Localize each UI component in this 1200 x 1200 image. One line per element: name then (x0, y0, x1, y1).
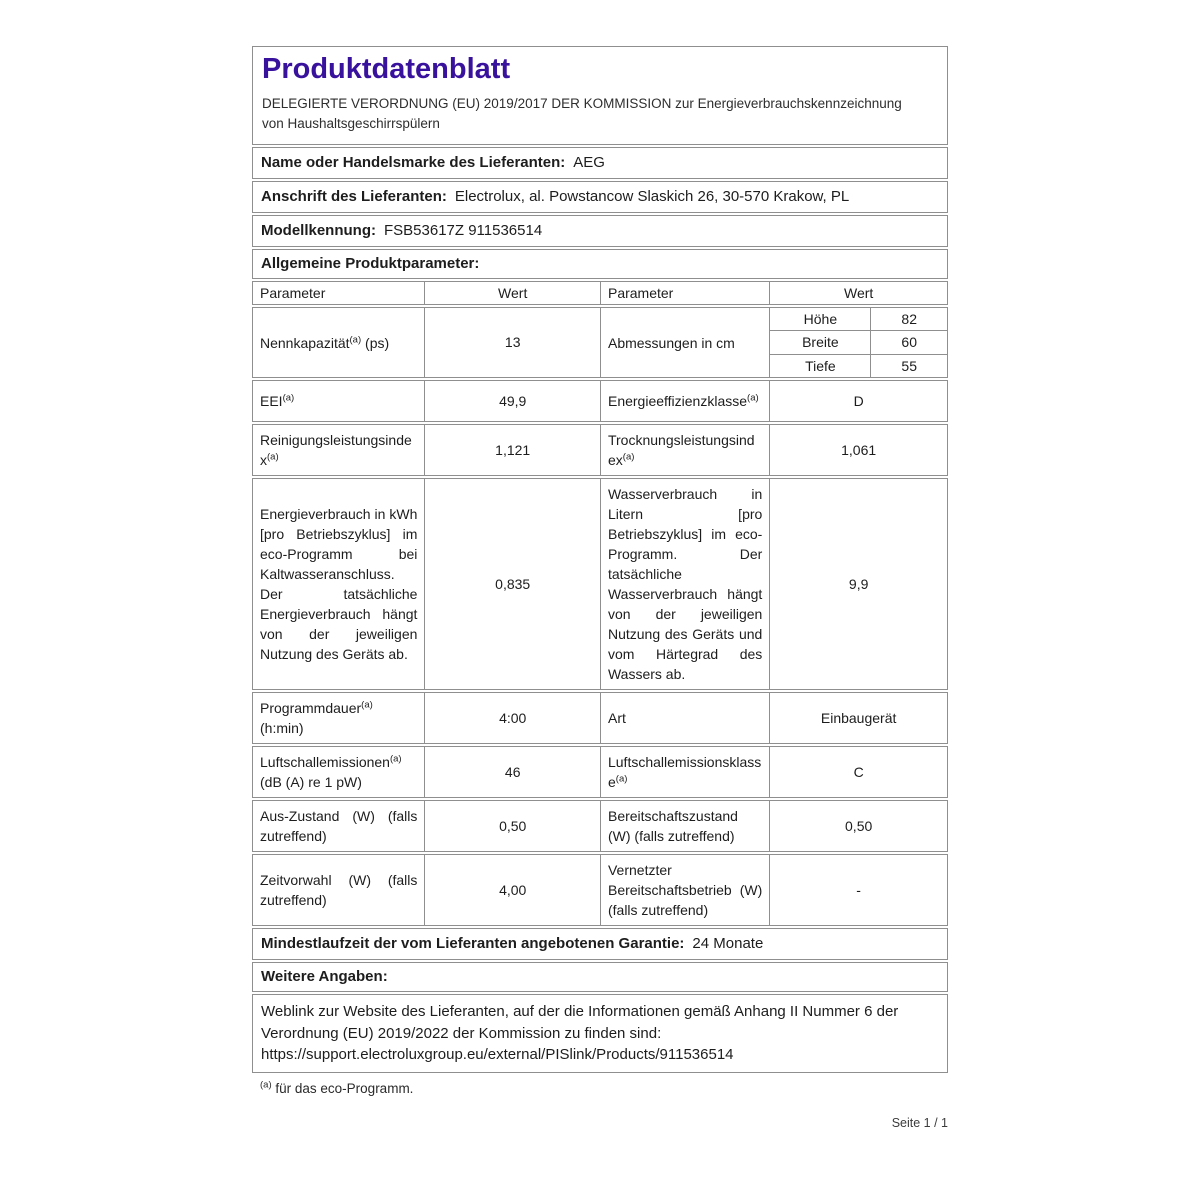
dimension-row-height: Höhe 82 (770, 308, 947, 330)
weblink-url[interactable]: https://support.electroluxgroup.eu/external/PISlink/Products/911536514 (261, 1046, 734, 1063)
noise-class-value-cell: C (769, 747, 947, 797)
param-row-delay-networked (252, 854, 948, 926)
noise-class-label-cell: Luftschallemissionsklasse$^{(a)}$ (600, 747, 769, 797)
more-info-header (252, 962, 948, 992)
page-number: Seite 1 / 1 (891, 1116, 948, 1130)
off-mode-value-cell: 0,50 (424, 801, 600, 851)
type-value-cell: Einbaugerät (769, 693, 947, 743)
energy-class-label-cell: Energieeffizienzklasse$^{(a)}$ (600, 381, 769, 421)
dimension-row-depth: Tiefe 55 (770, 354, 947, 377)
param-row-energy-water (252, 478, 948, 690)
table-header-row (252, 281, 948, 305)
param-row-capacity-dimensions (252, 307, 948, 378)
footnote-marker: (a) (260, 1079, 272, 1090)
model-id-row (252, 215, 948, 247)
model-id-label: Modellkennung: (261, 222, 376, 239)
water-consumption-value-cell: 9,9 (769, 479, 947, 689)
table-header-wert-2: Wert (769, 282, 947, 304)
table-header-parameter-1: Parameter (260, 285, 326, 301)
cleaning-index-label-cell: Reinigungsleistungsindex$^{(a)}$ (260, 432, 412, 468)
dimension-row-width: Breite 60 (770, 330, 947, 353)
delay-start-value-cell: 4,00 (424, 855, 600, 925)
cleaning-index-value-cell: 1,121 (424, 425, 600, 475)
off-mode-label-cell: Aus-Zustand (W) (falls zutreffend) (260, 808, 418, 844)
warranty-row (252, 928, 948, 960)
water-consumption-label-cell: Wasserverbrauch in Litern [pro Betriebszyklus] im eco-Programm. Der tatsächliche Wasserverbrauch hängt von der jeweiligen Nutzung des Geräts und vom Härtegrad des Wassers ab. (600, 479, 769, 689)
param-row-off-standby (252, 800, 948, 852)
noise-emission-label-cell: Luftschallemissionen$^{(a)}$ (dB (A) re 1 pW) (260, 753, 402, 790)
energy-consumption-label-cell: Energieverbrauch in kWh [pro Betriebszyklus] im eco-Programm bei Kaltwasseranschluss. Der tatsächliche Energieverbrauch hängt von der jeweiligen Nutzung des Geräts ab. (260, 506, 418, 662)
supplier-name-value: AEG (573, 154, 605, 171)
eei-value-cell: 49,9 (424, 381, 600, 421)
warranty-label: Mindestlaufzeit der vom Lieferanten angebotenen Garantie: (261, 935, 685, 952)
networked-standby-label-cell: Vernetzter Bereitschaftsbetrieb (W) (falls zutreffend) (600, 855, 769, 925)
dimensions-label-cell: Abmessungen in cm (600, 308, 769, 377)
regulation-subtitle: DELEGIERTE VERORDNUNG (EU) 2019/2017 DER KOMMISSION zur Energieverbrauchskennzeichnung von Haushaltsgeschirrspülern (262, 96, 902, 131)
networked-standby-value-cell: - (769, 855, 947, 925)
weblink-row (252, 994, 948, 1073)
param-row-cleaning-drying (252, 424, 948, 476)
model-id-value: FSB53617Z 911536514 (384, 222, 543, 239)
supplier-address-value: Electrolux, al. Powstancow Slaskich 26, 30-570 Krakow, PL (454, 188, 850, 205)
drying-index-value-cell: 1,061 (769, 425, 947, 475)
energy-class-value-cell: D (769, 381, 947, 421)
energy-consumption-value-cell: 0,835 (424, 479, 600, 689)
dimensions-value-table (769, 308, 947, 377)
capacity-value-cell: 13 (424, 308, 600, 377)
supplier-address-row (252, 181, 948, 213)
table-header-wert-1: Wert (424, 282, 600, 304)
warranty-value: 24 Monate (692, 935, 764, 952)
param-row-duration-type (252, 692, 948, 744)
drying-index-label-cell: Trocknungsleistungsindex$^{(a)}$ (600, 425, 769, 475)
more-info-header-label: Weitere Angaben: (261, 968, 388, 985)
delay-start-label-cell: Zeitvorwahl (W) (falls zutreffend) (260, 872, 418, 908)
eco-program-footnote (260, 1081, 948, 1096)
program-duration-value-cell: 4:00 (424, 693, 600, 743)
eei-label-cell: EEI$^{(a)}$ (260, 392, 295, 409)
table-header-parameter-2: Parameter (600, 282, 769, 304)
supplier-name-label: Name oder Handelsmarke des Lieferanten: (261, 154, 566, 171)
noise-emission-value-cell: 46 (424, 747, 600, 797)
general-parameters-header (252, 249, 948, 279)
datasheet (252, 46, 948, 1096)
program-duration-label-cell: Programmdauer$^{(a)}$ (h:min) (260, 699, 373, 736)
supplier-name-row (252, 147, 948, 179)
param-row-noise (252, 746, 948, 798)
standby-label-cell: Bereitschaftszustand (W) (falls zutreffend) (600, 801, 769, 851)
footnote-text: für das eco-Programm. (275, 1080, 414, 1096)
title-block (252, 46, 948, 145)
supplier-address-label: Anschrift des Lieferanten: (261, 188, 447, 205)
weblink-label: Weblink zur Website des Lieferanten, auf der die Informationen gemäß Anhang II Nummer 6 der Verordnung (EU) 2019/2022 der Kommission zu finden sind: (261, 1003, 899, 1042)
general-parameters-header-label: Allgemeine Produktparameter: (261, 255, 480, 272)
type-label-cell: Art (600, 693, 769, 743)
capacity-label-cell: Nennkapazität$^{(a)}$ (ps) (260, 333, 390, 351)
param-row-eei-class (252, 380, 948, 422)
standby-value-cell: 0,50 (769, 801, 947, 851)
page-title: Produktdatenblatt (262, 53, 511, 85)
